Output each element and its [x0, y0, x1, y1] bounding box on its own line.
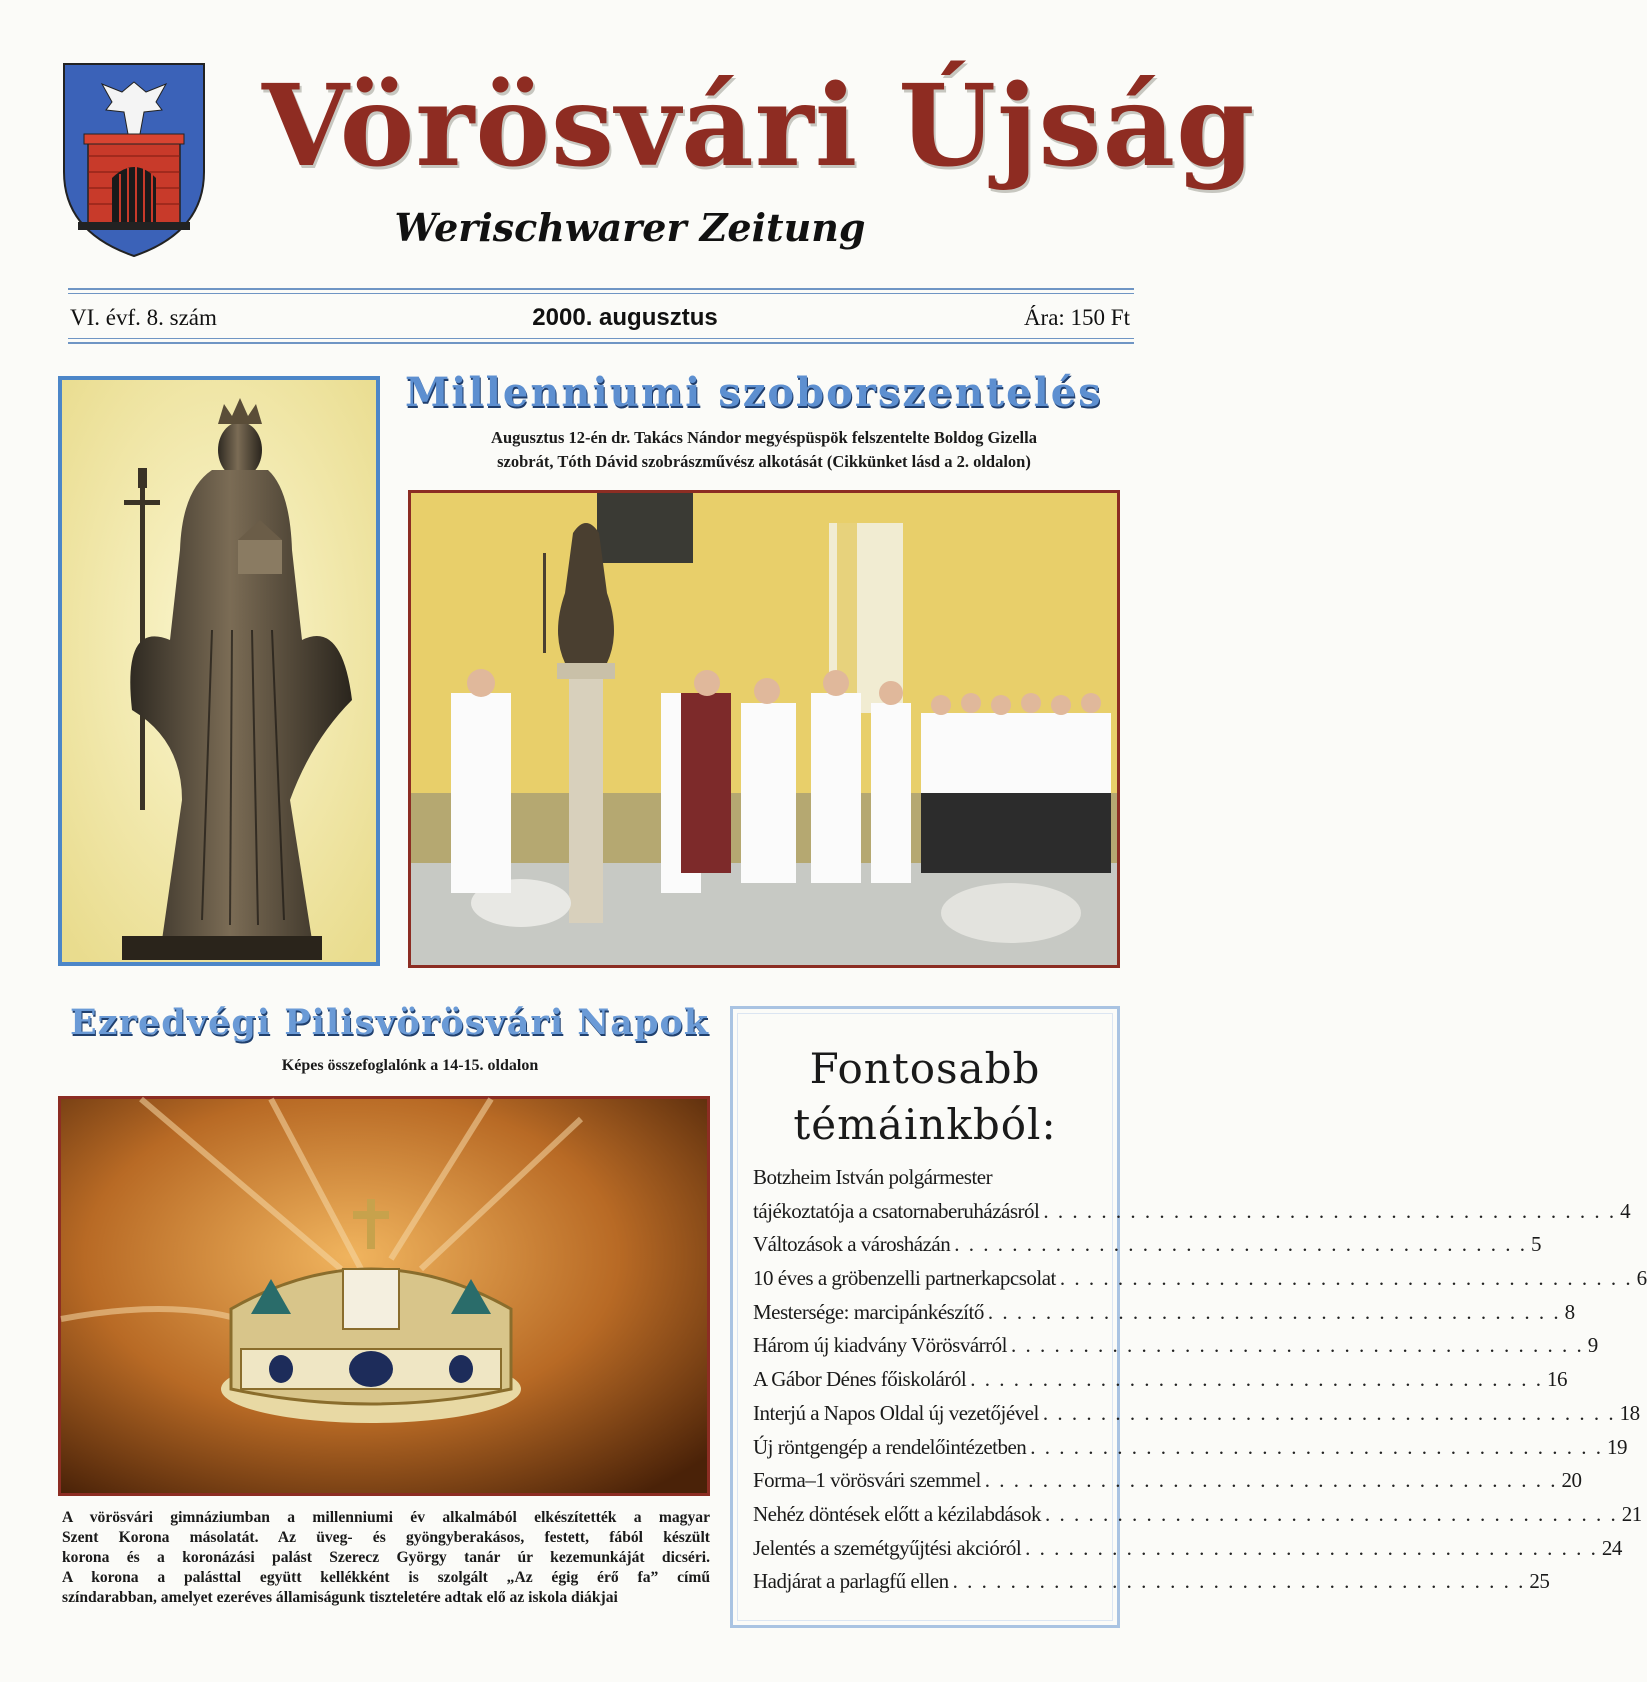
- lead-headline: Millenniumi szoborszentelés: [405, 369, 1103, 416]
- issue-number: VI. évf. 8. szám: [70, 305, 217, 330]
- statue-photo: [58, 376, 380, 966]
- crown-text-line: Szent Korona másolatát. Az üveg- és gyöngyberakásos, festett, fából készült: [62, 1529, 710, 1546]
- crown-text-line: színdarabban, amelyet ezeréves államiságunk tiszteletére adtak elő az iskola diákjai: [62, 1589, 618, 1606]
- contents-item[interactable]: Botzheim István polgármester: [753, 1165, 993, 1189]
- masthead-rule-top-thin: [68, 293, 1134, 294]
- issue-price: Ára: 150 Ft: [1023, 305, 1130, 330]
- contents-item[interactable]: Változások a városházán . . . 5: [753, 1228, 1105, 1262]
- contents-item[interactable]: Új röntgengép a rendelőintézetben . . . 19: [753, 1431, 1105, 1465]
- contents-item[interactable]: Hadjárat a parlagfű ellen . . . 25: [753, 1565, 1105, 1599]
- masthead-subtitle: Werischwarer Zeitung: [394, 205, 866, 250]
- issue-date: 2000. augusztus: [532, 304, 718, 331]
- contents-item[interactable]: 10 éves a gröbenzelli partnerkapcsolat . . . 6: [753, 1262, 1105, 1296]
- contents-item[interactable]: Mestersége: marcipánkészítő . . . 8: [753, 1296, 1105, 1330]
- masthead-rule-bottom-thin: [68, 338, 1134, 339]
- crown-text-line: A korona a palásttal együtt kellékként is szolgált „Az égig érő fa” című: [62, 1569, 710, 1586]
- ceremony-photo: [408, 490, 1120, 968]
- contents-item[interactable]: Interjú a Napos Oldal új vezetőjével . . . 18: [753, 1397, 1105, 1431]
- second-headline: Ezredvégi Pilisvörösvári Napok: [70, 1002, 710, 1043]
- contents-title-line: Fontosabb: [809, 1044, 1041, 1093]
- crown-photo: [58, 1096, 710, 1496]
- lead-caption-line: szobrát, Tóth Dávid szobrászművész alkotását (Cikkünket lásd a 2. oldalon): [497, 452, 1031, 471]
- lead-caption-line: Augusztus 12-én dr. Takács Nándor megyéspüspök felszentelte Boldog Gizella: [491, 428, 1037, 447]
- contents-item[interactable]: Forma–1 vörösvári szemmel . . . 20: [753, 1464, 1105, 1498]
- contents-box: [730, 1006, 1647, 1628]
- contents-item[interactable]: Jelentés a szemétgyűjtési akcióról . . . 24: [753, 1532, 1105, 1566]
- masthead-title: Vörösvári Újság: [262, 61, 1256, 192]
- contents-item[interactable]: Három új kiadvány Vörösvárról . . . 9: [753, 1329, 1105, 1363]
- crown-text-line: korona és a koronázási palást Szerecz György tanár úr kezemunkáját dicséri.: [62, 1549, 710, 1566]
- contents-list: [753, 1161, 1647, 1599]
- contents-item[interactable]: Nehéz döntések előtt a kézilabdások . . . 21: [753, 1498, 1105, 1532]
- contents-item[interactable]: tájékoztatója a csatornaberuházásról . . . 4: [753, 1195, 1105, 1229]
- coat-of-arms: [62, 62, 206, 258]
- contents-item[interactable]: A Gábor Dénes főiskoláról . . . 16: [753, 1363, 1105, 1397]
- crown-text-line: A vörösvári gimnáziumban a millenniumi év alkalmából elkészítették a magyar: [62, 1509, 710, 1526]
- second-caption: Képes összefoglalónk a 14-15. oldalon: [281, 1057, 539, 1074]
- lead-caption: [408, 426, 1120, 476]
- contents-title-line: témáinkból:: [793, 1100, 1057, 1149]
- contents-title: [733, 1041, 1117, 1157]
- masthead-rule-top: [68, 288, 1134, 290]
- masthead-rule-bottom: [68, 342, 1134, 344]
- crown-photo-text: [62, 1508, 710, 1628]
